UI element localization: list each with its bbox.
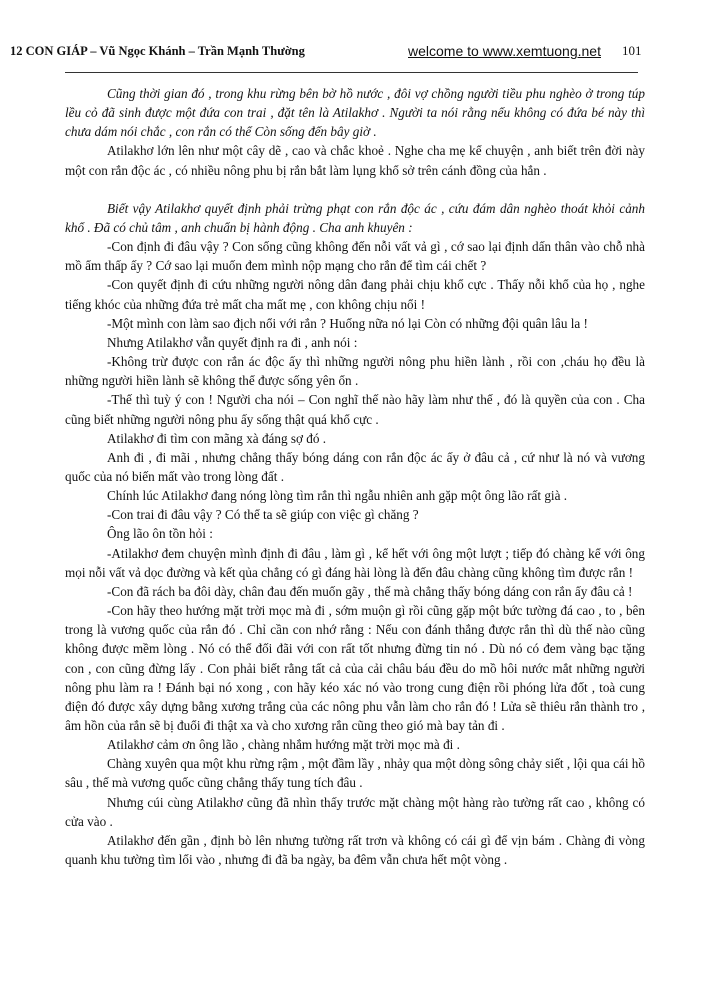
paragraph: -Một mình con làm sao địch nổi với rắn ? Huống nữa nó lại Còn có những đội quân lâu la !	[107, 315, 588, 331]
paragraph: -Con định đi đâu vậy ? Con sống cũng không đến nỗi vất vả gì , cớ sao lại định dấn thân vào chỗ nhà mồ ẩm thấp ấy ? Cớ sao lại muốn đem mình nộp mạng cho rắn để tìm cái chết ?	[65, 239, 645, 274]
book-title: 12 CON GIÁP – Vũ Ngọc Khánh – Trần Mạnh Thường	[10, 44, 305, 58]
paragraph: -Không trừ được con rắn ác độc ấy thì những người nông phu hiền lành , rồi con ,cháu họ đều là những người hiền lành sẽ không thể được sống yên ổn .	[65, 354, 645, 389]
paragraph: Atilakhơ đi tìm con mãng xà đáng sợ đó .	[107, 430, 327, 446]
paragraph: Atilakhơ cảm ơn ông lão , chàng nhắm hướng mặt trời mọc mà đi .	[107, 737, 460, 753]
website-link[interactable]: welcome to www.xemtuong.net	[408, 43, 601, 59]
header-divider	[65, 72, 638, 73]
story-text	[65, 84, 645, 869]
paragraph: Cũng thời gian đó , trong khu rừng bên bờ hồ nước , đôi vợ chồng người tiều phu nghèo ở trong túp lều cỏ đã sinh được một đứa con trai , đặt tên là Atilakhơ . Người ta nói rằng nếu không có đứa bé này thì chưa dám nói chắc , con rắn có thể Còn sống đến bây giờ .	[65, 86, 645, 140]
paragraph: -Con đã rách ba đôi dày, chân đau đến muốn gãy , thế mà chẳng thấy bóng dáng con rắn ấy đâu cả !	[107, 583, 633, 599]
paragraph: Atilakhơ đến gần , định bò lên nhưng tường rất trơn và không có cái gì để vịn bám . Chàng đi vòng quanh khu tường tìm lối vào , nhưng đi đã ba ngày, ba đêm vẫn chưa hết một vòng .	[65, 832, 645, 868]
paragraph: Atilakhơ lớn lên như một cây dẽ , cao và chắc khoẻ . Nghe cha mẹ kể chuyện , anh biết trên đời này một con rắn độc ác , có nhiều nông phu bị rắn bắt làm lụng khổ sở trên cánh đồng của hắn .	[65, 143, 645, 178]
paragraph: Ông lão ôn tồn hỏi :	[107, 526, 213, 542]
paragraph: -Atilakhơ đem chuyện mình định đi đâu , làm gì , kể hết với ông một lượt ; tiếp đó chàng kể với ông mọi nỗi vất vả dọc đường và kết qủa chẳng có gì đáng hài lòng là đến đâu chàng cũng không tìm được rắn !	[65, 545, 645, 580]
paragraph: Chính lúc Atilakhơ đang nóng lòng tìm rắn thì ngẫu nhiên anh gặp một ông lão rất già .	[107, 488, 568, 504]
paragraph: Biết vậy Atilakhơ quyết định phải trừng phạt con rắn độc ác , cứu đám dân nghèo thoát khỏi cảnh khổ . Đã có chủ tâm , anh chuẩn bị hành động . Cha anh khuyên :	[65, 200, 645, 235]
page-header	[10, 44, 690, 64]
paragraph: Nhưng cúi cùng Atilakhơ cũng đã nhìn thấy trước mặt chàng một hàng rào tường rất cao , không có cửa vào .	[65, 794, 645, 829]
paragraph: Chàng xuyên qua một khu rừng rậm , một đầm lầy , nhảy qua một dòng sông chảy siết , lội qua cái hồ sâu , thế mà vương quốc cũng chẳng thấy tung tích đâu .	[65, 756, 645, 791]
paragraph: Nhưng Atilakhơ vẫn quyết định ra đi , anh nói :	[107, 334, 358, 350]
paragraph: -Thế thì tuỳ ý con ! Người cha nói – Con nghĩ thế nào hãy làm như thế , đó là quyền của con . Cha cũng biết những người nông phu ấy sống thật quá khổ cực .	[65, 392, 645, 427]
paragraph: -Con trai đi đâu vậy ? Có thể ta sẽ giúp con việc gì chăng ?	[107, 507, 419, 523]
paragraph: -Con hãy theo hướng mặt trời mọc mà đi , sớm muộn gì rồi cũng gặp một bức tường đá cao , to , bên trong là vương quốc của rắn đó . Chỉ cần con nhớ rằng : Nếu con đánh thắng được rắn thì dù thế nào cũng không được mềm lòng . Nó có thể đối đãi với con rất tốt nhưng đừng tin nó . Dù nó có đem vàng bạc tặng con , con cũng đừng lấy . Con phải biết rằng tất cả của cải châu báu đều do mồ hôi nước mắt những người nông phu làm ra ! Đánh bại nó xong , con hãy kéo xác nó vào trong cung điện rồi phóng lửa đốt , toà cung điện đó được xây dựng bằng xương trắng của các nông phu vẫn làm cho rắn đó ! Lửa sẽ thiêu rắn thành tro , âm hồn của rắn sẽ bị đuổi đi thật xa và cho xương rắn cũng theo gió mà bay tản đi .	[65, 603, 645, 733]
page-number: 101	[622, 43, 642, 58]
paragraph: Anh đi , đi mãi , nhưng chẳng thấy bóng dáng con rắn độc ác ấy ở đâu cả , cứ như là nó và vương quốc của nó biến mất vào trong lòng đất .	[65, 449, 645, 484]
paragraph: -Con quyết định đi cứu những người nông dân đang phải chịu khổ cực . Thấy nỗi khổ của họ , nghe tiếng khóc của những đứa trẻ mất cha mất mẹ , con không chịu nổi !	[65, 277, 645, 312]
